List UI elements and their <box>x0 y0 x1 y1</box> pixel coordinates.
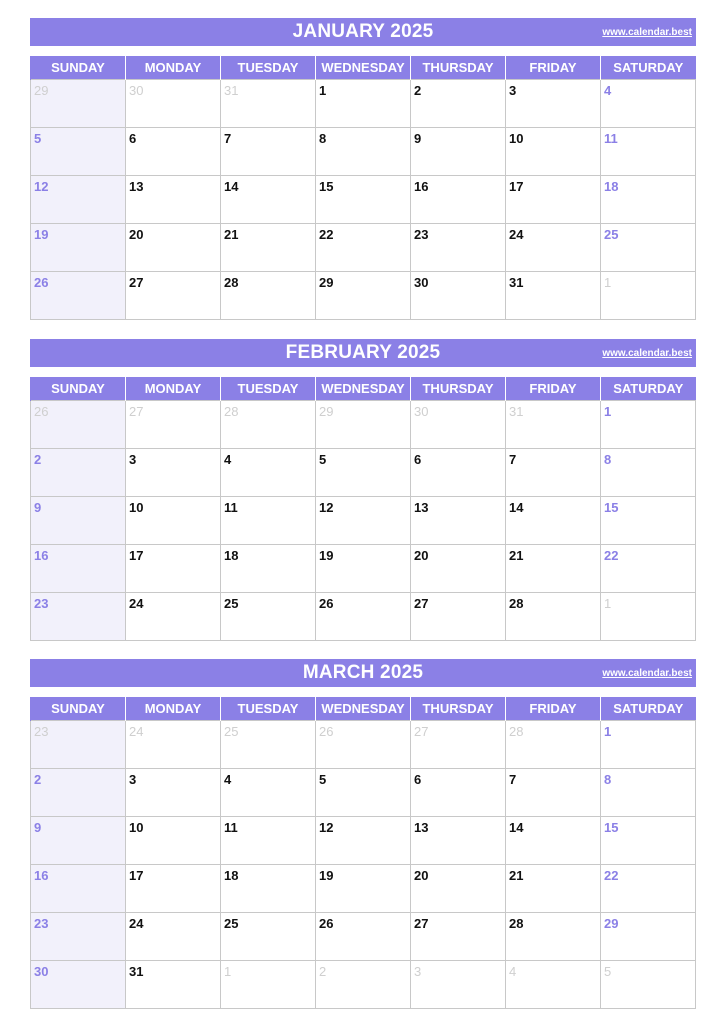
day-number: 21 <box>509 548 524 563</box>
day-number: 19 <box>34 227 49 242</box>
day-cell[interactable] <box>506 769 601 817</box>
day-cell[interactable] <box>506 80 601 128</box>
day-cell[interactable] <box>221 497 316 545</box>
day-number: 18 <box>224 548 239 563</box>
week-row <box>31 817 696 865</box>
day-number: 6 <box>129 131 137 146</box>
day-cell[interactable] <box>316 961 411 1009</box>
day-number: 6 <box>414 772 422 787</box>
calendar-grid <box>30 697 696 1009</box>
day-number: 15 <box>604 500 619 515</box>
day-number: 9 <box>34 820 42 835</box>
week-row <box>31 176 696 224</box>
day-number: 1 <box>604 596 612 611</box>
day-number: 29 <box>604 916 619 931</box>
day-number: 26 <box>34 404 49 419</box>
day-cell[interactable] <box>411 769 506 817</box>
day-number: 11 <box>224 820 238 835</box>
day-cell[interactable] <box>126 961 221 1009</box>
day-cell[interactable] <box>316 128 411 176</box>
day-cell[interactable] <box>126 401 221 449</box>
day-cell[interactable] <box>31 913 126 961</box>
day-cell[interactable] <box>506 961 601 1009</box>
day-cell[interactable] <box>411 224 506 272</box>
day-cell[interactable] <box>31 80 126 128</box>
day-number: 8 <box>319 131 327 146</box>
day-number: 30 <box>129 83 144 98</box>
day-number: 11 <box>224 500 238 515</box>
day-cell[interactable] <box>126 272 221 320</box>
day-number: 13 <box>414 500 429 515</box>
day-number: 26 <box>319 916 334 931</box>
day-cell[interactable] <box>506 497 601 545</box>
day-cell[interactable] <box>316 865 411 913</box>
day-cell[interactable] <box>316 913 411 961</box>
day-number: 29 <box>319 404 334 419</box>
week-row <box>31 272 696 320</box>
day-cell[interactable] <box>221 545 316 593</box>
day-cell[interactable] <box>31 224 126 272</box>
day-cell[interactable] <box>601 176 696 224</box>
day-cell[interactable] <box>601 913 696 961</box>
month-january <box>30 18 696 320</box>
day-number: 5 <box>604 964 612 979</box>
day-number: 4 <box>509 964 517 979</box>
week-row <box>31 865 696 913</box>
day-number: 31 <box>509 275 524 290</box>
weekday-saturday: SATURDAY <box>601 697 696 721</box>
day-number: 2 <box>414 83 422 98</box>
day-cell[interactable] <box>221 401 316 449</box>
weekday-sunday: SUNDAY <box>31 56 126 80</box>
site-link[interactable]: www.calendar.best <box>602 668 692 679</box>
weekday-monday: MONDAY <box>126 56 221 80</box>
weekday-header-row <box>31 56 696 80</box>
day-number: 25 <box>224 916 239 931</box>
day-number: 18 <box>224 868 239 883</box>
day-number: 12 <box>319 500 334 515</box>
day-cell[interactable] <box>221 593 316 641</box>
day-number: 17 <box>129 548 144 563</box>
day-number: 16 <box>34 548 49 563</box>
day-cell[interactable] <box>601 865 696 913</box>
weekday-tuesday: TUESDAY <box>221 56 316 80</box>
day-cell[interactable] <box>411 817 506 865</box>
day-number: 31 <box>224 83 239 98</box>
day-cell[interactable] <box>31 865 126 913</box>
day-cell[interactable] <box>506 128 601 176</box>
day-number: 30 <box>414 404 429 419</box>
day-number: 27 <box>414 916 429 931</box>
weekday-friday: FRIDAY <box>506 697 601 721</box>
day-cell[interactable] <box>411 449 506 497</box>
day-cell[interactable] <box>506 224 601 272</box>
day-number: 27 <box>414 724 429 739</box>
day-number: 7 <box>224 131 232 146</box>
day-number: 7 <box>509 452 517 467</box>
day-number: 23 <box>34 916 49 931</box>
day-number: 8 <box>604 452 612 467</box>
day-number: 28 <box>224 404 239 419</box>
day-number: 3 <box>414 964 422 979</box>
day-number: 5 <box>319 452 327 467</box>
day-number: 4 <box>224 452 232 467</box>
site-link[interactable]: www.calendar.best <box>602 348 692 359</box>
week-row <box>31 545 696 593</box>
day-number: 20 <box>414 868 429 883</box>
day-number: 12 <box>319 820 334 835</box>
day-number: 20 <box>414 548 429 563</box>
day-cell[interactable] <box>411 176 506 224</box>
day-number: 17 <box>509 179 524 194</box>
day-number: 3 <box>129 452 137 467</box>
day-cell[interactable] <box>31 272 126 320</box>
day-number: 3 <box>509 83 517 98</box>
day-number: 12 <box>34 179 49 194</box>
day-cell[interactable] <box>506 545 601 593</box>
day-cell[interactable] <box>316 721 411 769</box>
day-number: 1 <box>604 404 612 419</box>
day-cell[interactable] <box>126 497 221 545</box>
day-number: 1 <box>604 275 612 290</box>
day-cell[interactable] <box>221 176 316 224</box>
weekday-friday: FRIDAY <box>506 56 601 80</box>
day-cell[interactable] <box>126 593 221 641</box>
day-number: 23 <box>34 596 49 611</box>
day-cell[interactable] <box>601 272 696 320</box>
day-number: 4 <box>224 772 232 787</box>
day-number: 6 <box>414 452 422 467</box>
day-number: 28 <box>224 275 239 290</box>
day-number: 27 <box>129 275 144 290</box>
day-cell[interactable] <box>506 272 601 320</box>
weekday-wednesday: WEDNESDAY <box>316 377 411 401</box>
day-cell[interactable] <box>126 176 221 224</box>
day-number: 31 <box>129 964 144 979</box>
week-row <box>31 449 696 497</box>
day-cell[interactable] <box>221 128 316 176</box>
day-cell[interactable] <box>31 176 126 224</box>
day-cell[interactable] <box>126 80 221 128</box>
week-row <box>31 128 696 176</box>
day-cell[interactable] <box>601 401 696 449</box>
day-cell[interactable] <box>221 224 316 272</box>
day-number: 1 <box>224 964 232 979</box>
week-row <box>31 769 696 817</box>
day-number: 28 <box>509 596 524 611</box>
day-number: 27 <box>129 404 144 419</box>
day-number: 28 <box>509 724 524 739</box>
day-cell[interactable] <box>316 593 411 641</box>
day-number: 19 <box>319 548 334 563</box>
day-number: 24 <box>129 724 144 739</box>
month-header <box>30 18 696 46</box>
day-cell[interactable] <box>506 913 601 961</box>
day-number: 25 <box>604 227 619 242</box>
day-cell[interactable] <box>316 224 411 272</box>
day-number: 7 <box>509 772 517 787</box>
day-cell[interactable] <box>126 817 221 865</box>
day-cell[interactable] <box>506 176 601 224</box>
day-number: 25 <box>224 724 239 739</box>
day-cell[interactable] <box>411 272 506 320</box>
day-cell[interactable] <box>506 721 601 769</box>
day-number: 28 <box>509 916 524 931</box>
day-cell[interactable] <box>601 128 696 176</box>
day-cell[interactable] <box>601 497 696 545</box>
month-header <box>30 339 696 367</box>
day-number: 22 <box>604 868 619 883</box>
day-number: 16 <box>34 868 49 883</box>
day-cell[interactable] <box>31 545 126 593</box>
day-cell[interactable] <box>221 913 316 961</box>
day-number: 30 <box>414 275 429 290</box>
day-cell[interactable] <box>601 449 696 497</box>
day-number: 24 <box>129 916 144 931</box>
day-cell[interactable] <box>31 497 126 545</box>
week-row <box>31 224 696 272</box>
day-number: 4 <box>604 83 612 98</box>
month-february <box>30 339 696 641</box>
day-cell[interactable] <box>316 769 411 817</box>
day-number: 2 <box>319 964 327 979</box>
day-cell[interactable] <box>411 545 506 593</box>
day-cell[interactable] <box>506 593 601 641</box>
day-cell[interactable] <box>221 272 316 320</box>
day-number: 8 <box>604 772 612 787</box>
day-number: 24 <box>129 596 144 611</box>
day-number: 2 <box>34 772 42 787</box>
day-number: 14 <box>509 820 524 835</box>
day-number: 31 <box>509 404 524 419</box>
day-cell[interactable] <box>316 497 411 545</box>
day-cell[interactable] <box>411 401 506 449</box>
day-cell[interactable] <box>31 401 126 449</box>
day-number: 5 <box>34 131 42 146</box>
weekday-wednesday: WEDNESDAY <box>316 697 411 721</box>
day-number: 30 <box>34 964 49 979</box>
week-row <box>31 593 696 641</box>
day-cell[interactable] <box>411 128 506 176</box>
week-row <box>31 401 696 449</box>
day-number: 9 <box>414 131 422 146</box>
day-cell[interactable] <box>221 449 316 497</box>
weekday-saturday: SATURDAY <box>601 377 696 401</box>
day-number: 15 <box>604 820 619 835</box>
day-number: 13 <box>129 179 144 194</box>
day-cell[interactable] <box>411 593 506 641</box>
day-cell[interactable] <box>411 80 506 128</box>
day-cell[interactable] <box>411 913 506 961</box>
day-cell[interactable] <box>126 128 221 176</box>
weekday-monday: MONDAY <box>126 697 221 721</box>
day-number: 16 <box>414 179 429 194</box>
day-cell[interactable] <box>506 401 601 449</box>
day-cell[interactable] <box>316 545 411 593</box>
day-number: 2 <box>34 452 42 467</box>
week-row <box>31 721 696 769</box>
day-number: 11 <box>604 131 618 146</box>
month-title: FEBRUARY 2025 <box>285 342 441 363</box>
day-cell[interactable] <box>316 401 411 449</box>
day-cell[interactable] <box>31 769 126 817</box>
day-number: 26 <box>319 596 334 611</box>
day-cell[interactable] <box>601 80 696 128</box>
weekday-saturday: SATURDAY <box>601 56 696 80</box>
day-cell[interactable] <box>126 865 221 913</box>
day-number: 14 <box>509 500 524 515</box>
day-cell[interactable] <box>221 721 316 769</box>
day-number: 27 <box>414 596 429 611</box>
day-number: 5 <box>319 772 327 787</box>
day-cell[interactable] <box>411 721 506 769</box>
day-number: 10 <box>129 820 144 835</box>
weekday-monday: MONDAY <box>126 377 221 401</box>
day-cell[interactable] <box>506 817 601 865</box>
weekday-thursday: THURSDAY <box>411 697 506 721</box>
day-cell[interactable] <box>31 721 126 769</box>
day-number: 25 <box>224 596 239 611</box>
weekday-sunday: SUNDAY <box>31 377 126 401</box>
day-number: 10 <box>129 500 144 515</box>
weekday-friday: FRIDAY <box>506 377 601 401</box>
day-cell[interactable] <box>506 449 601 497</box>
day-cell[interactable] <box>126 449 221 497</box>
day-number: 19 <box>319 868 334 883</box>
day-cell[interactable] <box>601 545 696 593</box>
day-number: 29 <box>34 83 49 98</box>
day-cell[interactable] <box>126 721 221 769</box>
day-cell[interactable] <box>601 961 696 1009</box>
day-number: 21 <box>224 227 239 242</box>
day-number: 21 <box>509 868 524 883</box>
day-cell[interactable] <box>316 272 411 320</box>
day-number: 24 <box>509 227 524 242</box>
day-number: 29 <box>319 275 334 290</box>
day-number: 18 <box>604 179 619 194</box>
weekday-sunday: SUNDAY <box>31 697 126 721</box>
day-number: 15 <box>319 179 334 194</box>
day-number: 23 <box>414 227 429 242</box>
day-cell[interactable] <box>316 80 411 128</box>
day-cell[interactable] <box>221 80 316 128</box>
day-cell[interactable] <box>221 769 316 817</box>
day-cell[interactable] <box>411 865 506 913</box>
weekday-header-row <box>31 697 696 721</box>
weekday-tuesday: TUESDAY <box>221 377 316 401</box>
day-number: 1 <box>604 724 612 739</box>
day-cell[interactable] <box>126 545 221 593</box>
day-number: 13 <box>414 820 429 835</box>
day-cell[interactable] <box>601 224 696 272</box>
month-march <box>30 659 696 1009</box>
day-number: 1 <box>319 83 327 98</box>
day-number: 26 <box>319 724 334 739</box>
day-cell[interactable] <box>221 865 316 913</box>
day-number: 23 <box>34 724 49 739</box>
day-cell[interactable] <box>601 593 696 641</box>
day-cell[interactable] <box>31 449 126 497</box>
calendar-grid <box>30 377 696 641</box>
day-cell[interactable] <box>31 128 126 176</box>
month-title: MARCH 2025 <box>302 662 424 683</box>
day-cell[interactable] <box>31 961 126 1009</box>
week-row <box>31 497 696 545</box>
day-number: 22 <box>604 548 619 563</box>
day-cell[interactable] <box>506 865 601 913</box>
day-cell[interactable] <box>316 817 411 865</box>
day-number: 17 <box>129 868 144 883</box>
week-row <box>31 913 696 961</box>
day-number: 9 <box>34 500 42 515</box>
day-number: 10 <box>509 131 524 146</box>
month-header <box>30 659 696 687</box>
weekday-thursday: THURSDAY <box>411 56 506 80</box>
day-cell[interactable] <box>411 497 506 545</box>
day-cell[interactable] <box>316 449 411 497</box>
day-number: 22 <box>319 227 334 242</box>
day-number: 14 <box>224 179 239 194</box>
day-cell[interactable] <box>126 769 221 817</box>
week-row <box>31 961 696 1009</box>
day-cell[interactable] <box>31 817 126 865</box>
day-cell[interactable] <box>221 961 316 1009</box>
day-number: 20 <box>129 227 144 242</box>
day-cell[interactable] <box>221 817 316 865</box>
month-title: JANUARY 2025 <box>292 21 434 42</box>
calendar-grid <box>30 56 696 320</box>
day-number: 3 <box>129 772 137 787</box>
day-cell[interactable] <box>126 913 221 961</box>
weekday-thursday: THURSDAY <box>411 377 506 401</box>
weekday-wednesday: WEDNESDAY <box>316 56 411 80</box>
weekday-header-row <box>31 377 696 401</box>
weekday-tuesday: TUESDAY <box>221 697 316 721</box>
day-cell[interactable] <box>601 817 696 865</box>
day-number: 26 <box>34 275 49 290</box>
day-cell[interactable] <box>601 721 696 769</box>
week-row <box>31 80 696 128</box>
day-cell[interactable] <box>316 176 411 224</box>
day-cell[interactable] <box>126 224 221 272</box>
site-link[interactable]: www.calendar.best <box>602 27 692 38</box>
day-cell[interactable] <box>411 961 506 1009</box>
day-cell[interactable] <box>601 769 696 817</box>
day-cell[interactable] <box>31 593 126 641</box>
